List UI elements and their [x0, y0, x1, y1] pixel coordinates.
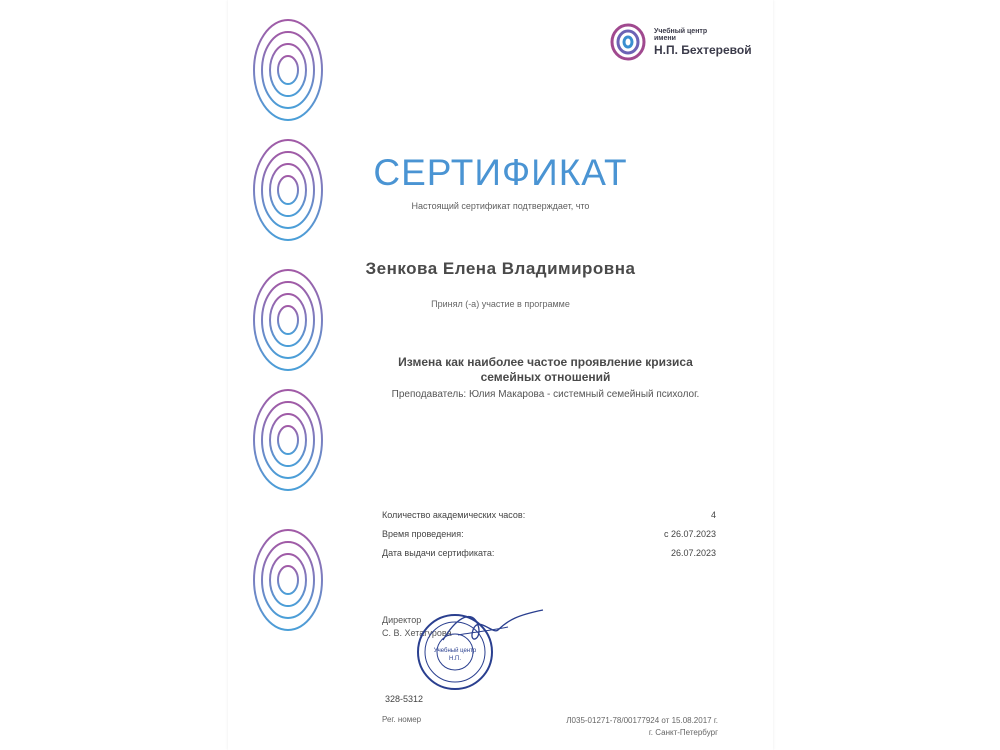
teacher-line: Преподаватель: Юлия Макарова - системный семейный психолог. [391, 389, 700, 400]
program-title-line-2: семейных отношений [480, 370, 611, 384]
issued-value: 26.07.2023 [670, 548, 716, 558]
certificate-subtitle: Настоящий сертификат подтверждает, что [411, 201, 590, 211]
director-name: С. В. Хетагурова [382, 628, 452, 638]
license-info [528, 715, 718, 739]
director-signature [438, 605, 548, 650]
issued-label: Дата выдачи сертификата: [382, 548, 495, 558]
dates-label: Время проведения: [382, 529, 464, 539]
hours-label: Количество академических часов: [382, 510, 526, 520]
certificate-page [228, 0, 773, 750]
dates-value: с 26.07.2023 [663, 529, 716, 539]
brand-logo [608, 22, 752, 62]
hours-value: 4 [710, 510, 716, 520]
issued-row [382, 548, 716, 558]
recipient-name: Зенкова Елена Владимировна [365, 259, 636, 278]
registration-number: 328-5312 [385, 694, 424, 704]
program-title-line-1: Измена как наиболее частое проявление кризиса [398, 355, 693, 369]
certificate-title: СЕРТИФИКАТ [373, 152, 628, 193]
logo-line-2: имени [654, 35, 676, 42]
logo-line-1: Учебный центр [654, 28, 708, 35]
fingerprint-logo-icon [608, 22, 648, 62]
logo-line-3: Н.П. Бехтеревой [654, 43, 752, 57]
license-line-2: г. Санкт-Петербург [648, 728, 718, 737]
hours-row [382, 510, 716, 520]
stamp-center-line-1: Учебный центр [433, 648, 477, 654]
dates-row [382, 529, 716, 539]
stamp-center-line-2: Н.П. [449, 656, 461, 662]
director-role: Директор [382, 615, 422, 625]
program-title [328, 355, 763, 385]
participation-text: Принял (-а) участие в программе [431, 299, 570, 309]
license-line-1: Л035-01271-78/00177924 от 15.08.2017 г. [566, 716, 718, 725]
registration-label: Рег. номер [382, 715, 422, 724]
